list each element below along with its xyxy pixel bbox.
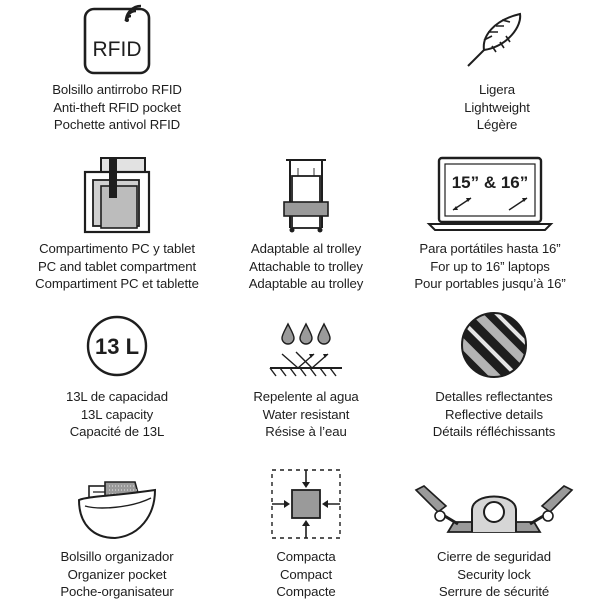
caption-rfid (17, 81, 217, 134)
caption-fr: Pochette antivol RFID (53, 117, 181, 132)
capacity-icon (17, 312, 217, 378)
caption-es: Compacta (276, 549, 336, 564)
caption-en: Security lock (457, 566, 531, 582)
trolley-icon (206, 150, 406, 234)
caption-es: 13L de capacidad (65, 389, 169, 404)
caption-en: Anti-theft RFID pocket (53, 99, 181, 115)
caption-fr: Détails réfléchissants (432, 424, 556, 439)
security-lock-icon (394, 466, 594, 542)
caption-en: 13L capacity (80, 406, 154, 422)
water-drops-icon (206, 312, 406, 380)
caption-fr: Légère (476, 117, 518, 132)
caption-en: Reflective details (445, 406, 543, 422)
caption-en: Organizer pocket (67, 566, 167, 582)
compact-icon (206, 466, 406, 542)
laptop-size-badge: 15” & 16” (451, 173, 529, 192)
caption-fr: Adaptable au trolley (248, 276, 364, 291)
caption-en: Lightweight (464, 99, 530, 115)
caption-fr: Capacité de 13L (69, 424, 165, 439)
laptop-icon (390, 150, 590, 234)
caption-security-lock (394, 548, 594, 601)
caption-reflective (394, 388, 594, 441)
caption-trolley (206, 240, 406, 293)
caption-en: Compact (279, 566, 333, 582)
caption-fr: Poche-organisateur (60, 584, 174, 599)
caption-en: Water resistant (262, 406, 350, 422)
caption-en: Attachable to trolley (249, 258, 363, 274)
caption-fr: Compacte (276, 584, 336, 599)
caption-es: Adaptable al trolley (250, 241, 362, 256)
caption-en: For up to 16” laptops (430, 258, 550, 274)
caption-es: Repelente al agua (253, 389, 359, 404)
capacity-badge: 13 L (94, 334, 140, 359)
caption-pc-compartment (17, 240, 217, 293)
caption-es: Bolsillo antirrobo RFID (52, 82, 182, 97)
rfid-badge-text: RFID (92, 38, 142, 61)
caption-es: Para portátiles hasta 16” (419, 241, 561, 256)
caption-es: Bolsillo organizador (60, 549, 174, 564)
caption-es: Cierre de seguridad (437, 549, 551, 564)
caption-water-resistant (206, 388, 406, 441)
caption-es: Ligera (478, 82, 516, 97)
caption-laptop-size (390, 240, 590, 293)
caption-fr: Pour portables jusqu’à 16” (414, 276, 566, 291)
caption-es: Compartimento PC y tablet (39, 241, 195, 256)
caption-lightweight (397, 81, 597, 134)
caption-es: Detalles reflectantes (435, 389, 553, 404)
caption-capacity (17, 388, 217, 441)
caption-fr: Résise à l’eau (265, 424, 347, 439)
organizer-pocket-icon (17, 466, 217, 542)
pc-compartment-icon (17, 150, 217, 234)
caption-fr: Serrure de sécurité (438, 584, 550, 599)
caption-fr: Compartiment PC et tablette (35, 276, 199, 291)
feather-icon (397, 0, 597, 70)
reflective-icon (394, 312, 594, 380)
caption-compact (206, 548, 406, 601)
rfid-icon (17, 0, 217, 76)
caption-organizer (17, 548, 217, 601)
caption-en: PC and tablet compartment (37, 258, 197, 274)
